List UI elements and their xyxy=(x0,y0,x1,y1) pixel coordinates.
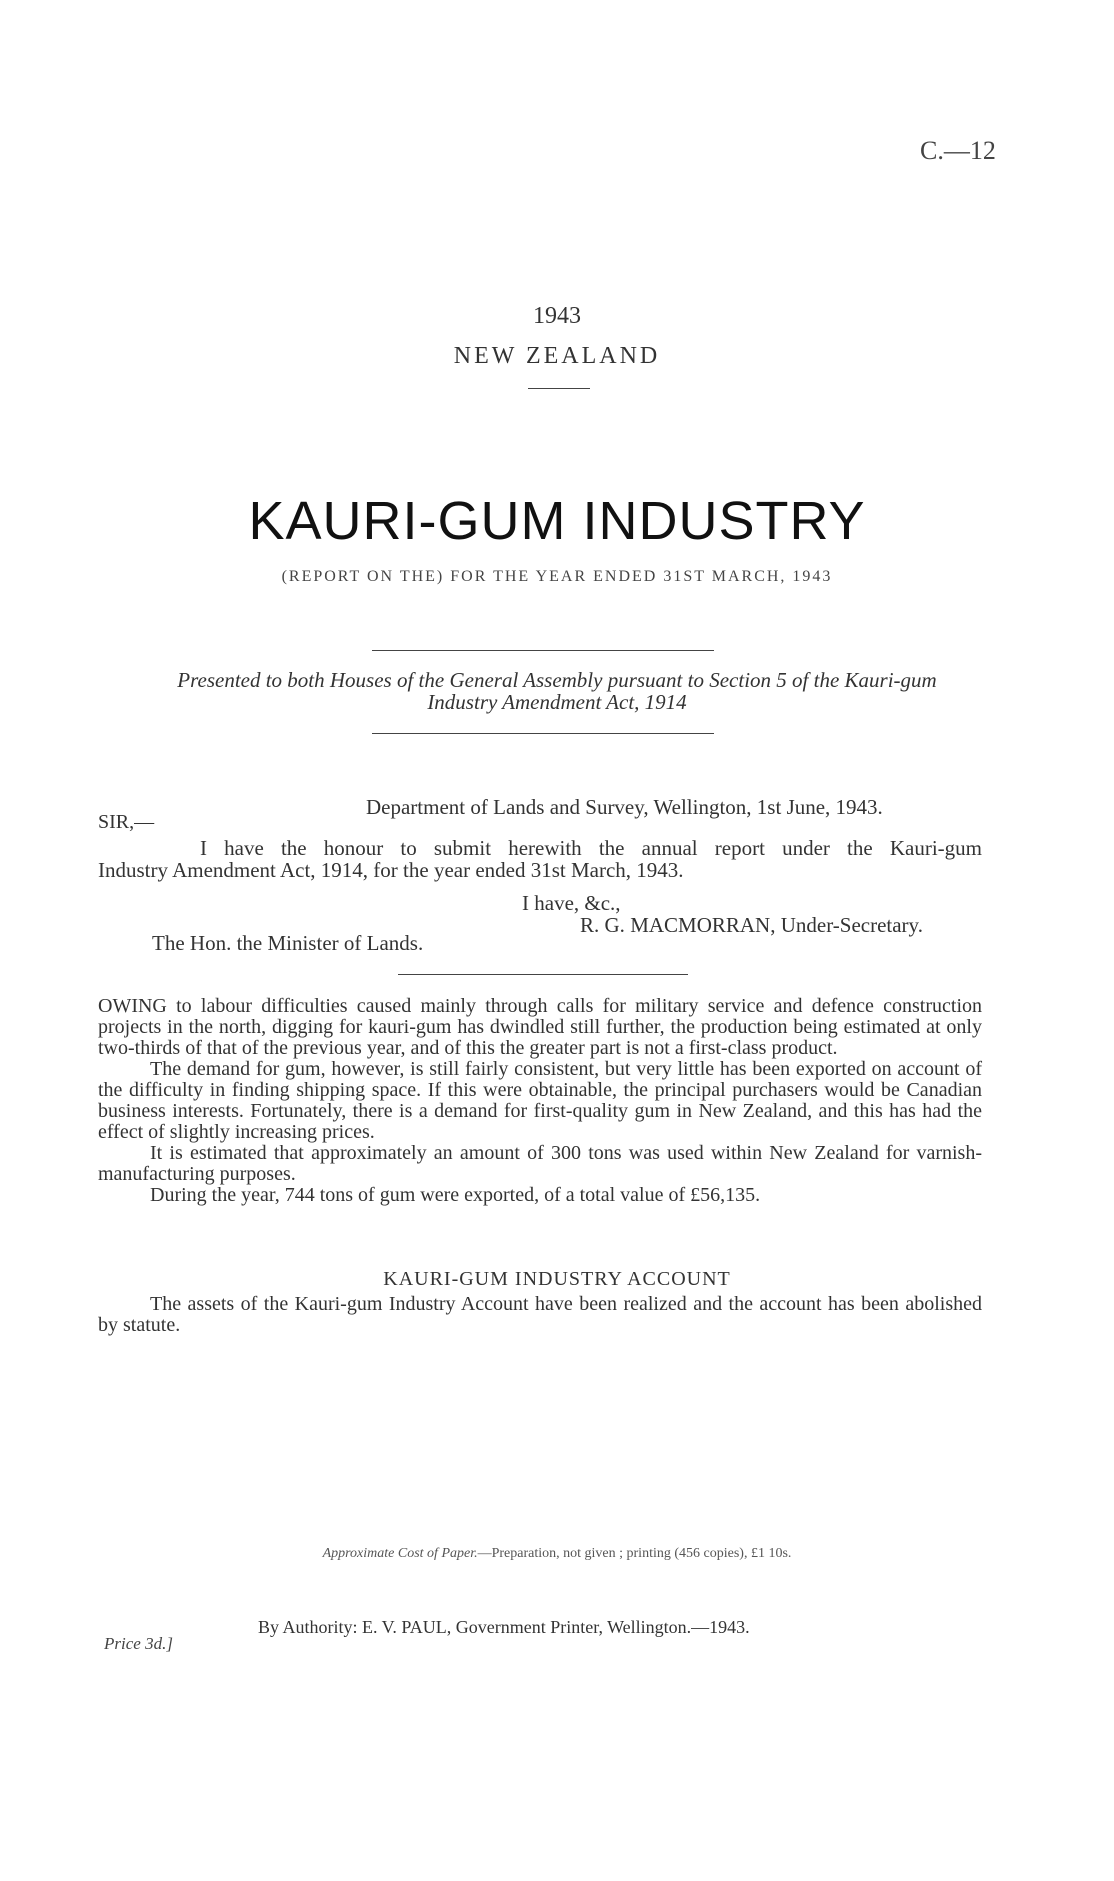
paragraph-1 xyxy=(98,996,982,1059)
paragraph-4: During the year, 744 tons of gum were exported, of a total value of £56,135. xyxy=(150,1184,761,1206)
year: 1943 xyxy=(533,303,581,329)
paragraph-2: The demand for gum, however, is still fairly consistent, but very little has been exported on account of the difficulty in finding shipping space. If this were obtainable, the principal purchasers would be Canadian business interests. Fortunately, there is a demand for first-quality gum in New Zealand, and this has had the effect of slightly increasing prices. xyxy=(98,1058,982,1143)
dateline: Department of Lands and Survey, Wellington, 1st June, 1943. xyxy=(366,795,883,819)
authority-suffix: Government Printer, Wellington.—1943. xyxy=(455,1617,750,1637)
signature-title: Under-Secretary. xyxy=(780,913,923,937)
subtitle: (REPORT ON THE) FOR THE YEAR ENDED 31ST MARCH, 1943 xyxy=(281,568,833,585)
account-paragraph: The assets of the Kauri-gum Industry Account have been realized and the account has been abolished by statute. xyxy=(98,1293,982,1336)
authority-line xyxy=(258,1617,750,1638)
divider xyxy=(372,733,714,734)
paragraph-lead: OWING xyxy=(98,995,167,1017)
divider xyxy=(398,974,688,975)
divider xyxy=(528,388,590,389)
signature xyxy=(580,913,923,938)
authority-prefix: By Authority: xyxy=(258,1617,358,1637)
signature-name: MACMORRAN, xyxy=(630,913,776,937)
salutation: SIR,— xyxy=(98,811,155,833)
paragraph-3: It is estimated that approximately an amount of 300 tons was used within New Zealand for varnish-manufacturing purposes. xyxy=(98,1142,982,1185)
printer-name: E. V. PAUL, xyxy=(362,1617,452,1637)
divider xyxy=(372,650,714,651)
letter-body-line-1: I have the honour to submit herewith the annual report under the Kauri-gum xyxy=(200,836,982,860)
cost-label: Approximate Cost of Paper. xyxy=(322,1546,478,1561)
page-title: KAURI-GUM INDUSTRY xyxy=(248,491,866,551)
paragraph-text: to labour difficulties caused mainly through calls for military service and defence construction projects in the north, digging for kauri-gum has dwindled still further, the production being estimated at only two-thirds of that of the previous year, and of this the greater part is not a first-class product. xyxy=(98,995,982,1059)
cost-of-paper xyxy=(0,1546,1114,1562)
presented-line-2: Industry Amendment Act, 1914 xyxy=(427,690,687,714)
presented-line-1: Presented to both Houses of the General Assembly pursuant to Section 5 of the Kauri-gum xyxy=(177,668,937,692)
country: NEW ZEALAND xyxy=(453,343,661,369)
cost-text: —Preparation, not given ; printing (456 copies), £1 10s. xyxy=(477,1546,792,1561)
document-code: C.—12 xyxy=(920,136,996,165)
signature-initials: R. G. xyxy=(580,913,625,937)
addressee: The Hon. the Minister of Lands. xyxy=(152,931,424,955)
letter-closing: I have, &c., xyxy=(522,891,621,915)
account-body xyxy=(98,1294,982,1336)
letter-body-line-2: Industry Amendment Act, 1914, for the year ended 31st March, 1943. xyxy=(98,858,684,882)
account-heading: KAURI-GUM INDUSTRY ACCOUNT xyxy=(383,1268,731,1290)
price: Price 3d.] xyxy=(104,1634,173,1653)
report-body xyxy=(98,996,982,1206)
